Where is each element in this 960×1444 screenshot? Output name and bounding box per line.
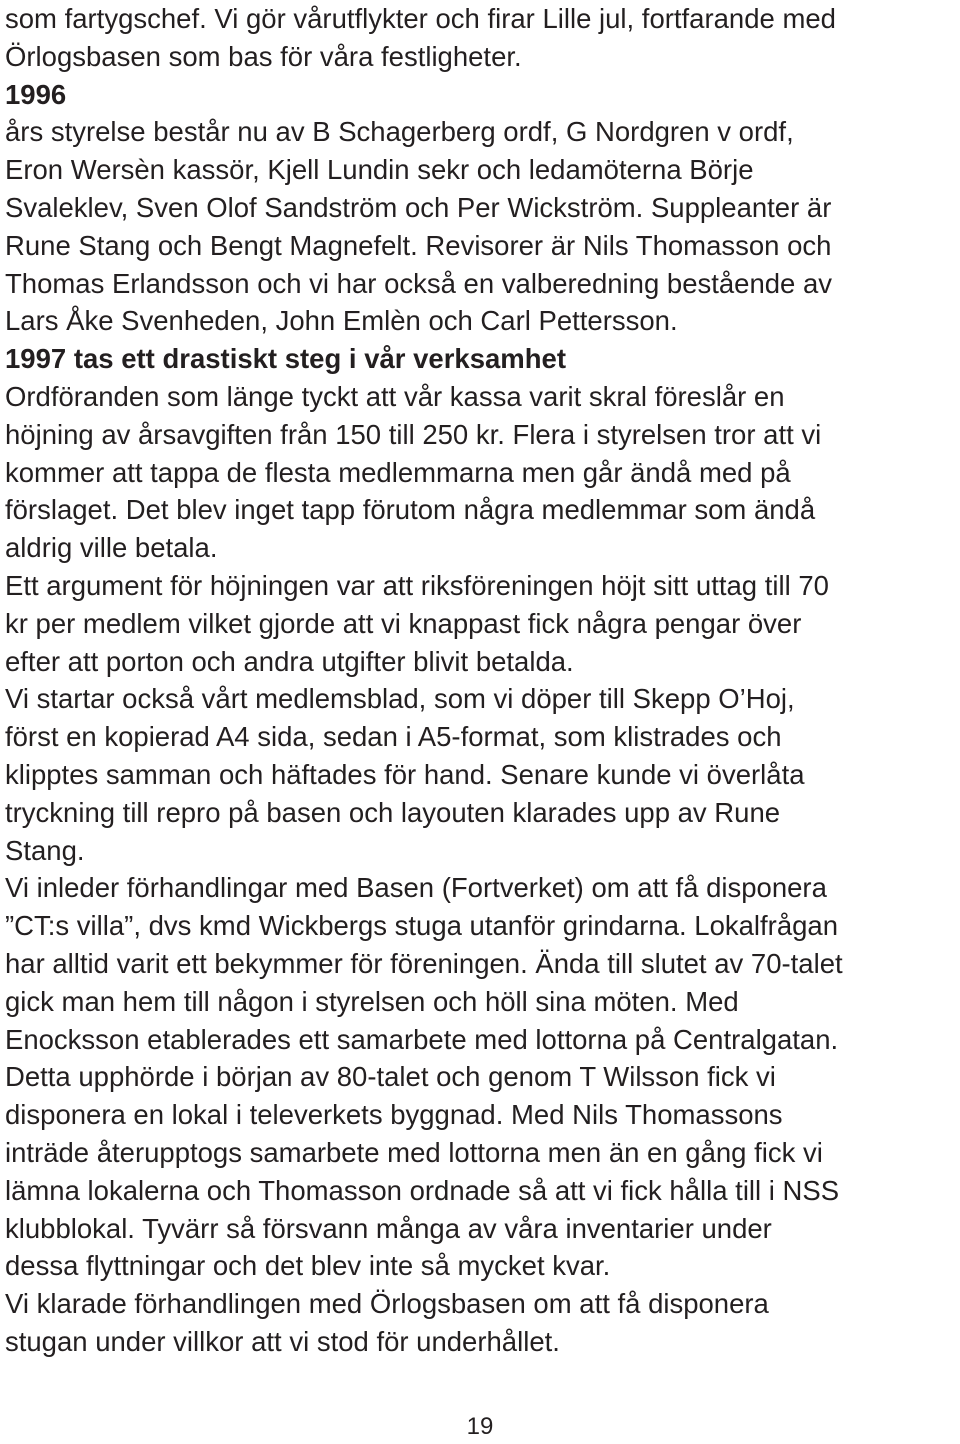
text-line-6: Svaleklev, Sven Olof Sandström och Per Wickström. Suppleanter är [5,191,832,223]
page-number: 19 [466,1413,494,1440]
text-line-17: kr per medlem vilket gjorde att vi knappast fick några pengar över [5,607,802,639]
year-heading-1997: 1997 tas ett drastiskt steg i vår verksamhet [5,343,566,375]
text-line-9: Lars Åke Svenheden, John Emlèn och Carl Pettersson. [5,305,678,337]
text-line-21: klipptes samman och häftades för hand. Senare kunde vi överlåta [5,758,805,790]
text-line-22: tryckning till repro på basen och layouten klarades upp av Rune [5,796,781,828]
text-line-35: Vi klarade förhandlingen med Örlogsbasen om att få disponera [5,1288,769,1320]
text-line-8: Thomas Erlandsson och vi har också en valberedning bestående av [5,267,833,299]
text-line-19: Vi startar också vårt medlemsblad, som vi döper till Skepp O’Hoj, [5,683,795,715]
text-line-18: efter att porton och andra utgifter blivit betalda. [5,645,574,677]
text-line-13: kommer att tappa de flesta medlemmarna men går ändå med på [5,456,791,488]
text-line-2: Örlogsbasen som bas för våra festligheter. [5,40,522,72]
text-line-27: gick man hem till någon i styrelsen och höll sina möten. Med [5,985,739,1017]
text-line-24: Vi inleder förhandlingar med Basen (Fortverket) om att få disponera [5,872,827,904]
text-line-33: klubblokal. Tyvärr så försvann många av våra inventarier under [5,1212,772,1244]
text-line-26: har alltid varit ett bekymmer för föreningen. Ända till slutet av 70-talet [5,947,843,979]
text-line-34: dessa flyttningar och det blev inte så mycket kvar. [5,1250,611,1282]
text-line-23: Stang. [5,834,85,866]
text-line-29: Detta upphörde i början av 80-talet och genom T Wilsson fick vi [5,1061,776,1093]
text-line-12: höjning av årsavgiften från 150 till 250 kr. Flera i styrelsen tror att vi [5,418,822,450]
text-line-30: disponera en lokal i televerkets byggnad. Med Nils Thomassons [5,1099,783,1131]
year-heading-1996: 1996 [5,78,67,110]
text-line-4: års styrelse består nu av B Schagerberg ordf, G Nordgren v ordf, [5,116,794,148]
text-line-31: inträde återupptogs samarbete med lottorna men än en gång fick vi [5,1136,823,1168]
text-line-16: Ett argument för höjningen var att riksföreningen höjt sitt uttag till 70 [5,569,829,601]
text-line-32: lämna lokalerna och Thomasson ordnade så att vi fick hålla till i NSS [5,1174,840,1206]
text-line-25: ”CT:s villa”, dvs kmd Wickbergs stuga utanför grindarna. Lokalfrågan [5,910,838,942]
text-line-11: Ordföranden som länge tyckt att vår kassa varit skral föreslår en [5,380,785,412]
text-line-15: aldrig ville betala. [5,532,218,564]
document-body [5,0,960,1361]
text-line-1: som fartygschef. Vi gör vårutflykter och firar Lille jul, fortfarande med [5,3,836,34]
text-line-7: Rune Stang och Bengt Magnefelt. Revisorer är Nils Thomasson och [5,229,832,261]
text-line-5: Eron Wersèn kassör, Kjell Lundin sekr och ledamöterna Börje [5,154,754,186]
text-line-14: förslaget. Det blev inget tapp förutom några medlemmar som ändå [5,494,816,526]
text-line-20: först en kopierad A4 sida, sedan i A5-format, som klistrades och [5,721,782,753]
text-line-36: stugan under villkor att vi stod för underhållet. [5,1325,560,1357]
text-line-28: Enocksson etablerades ett samarbete med lottorna på Centralgatan. [5,1023,839,1055]
